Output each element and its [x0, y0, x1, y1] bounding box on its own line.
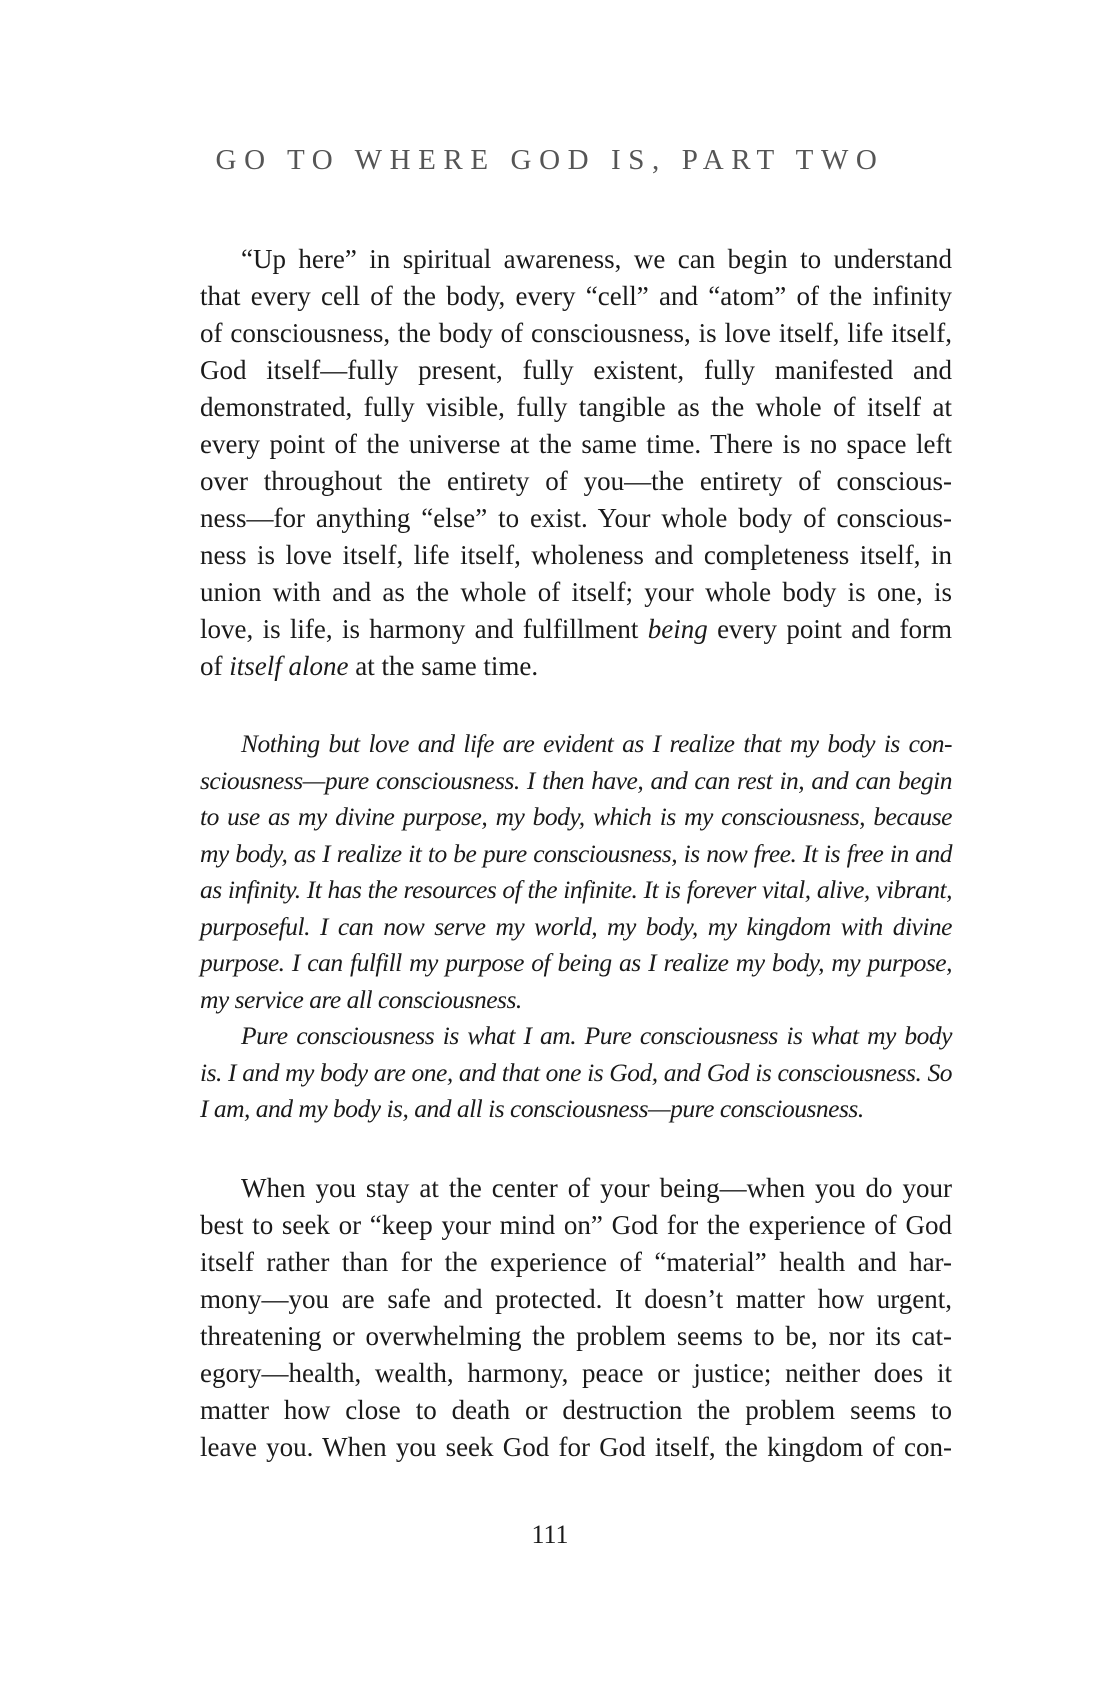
text-line: threatening or overwhelming the problem seems to be, nor its cat- — [200, 1321, 952, 1351]
prayer-line: my body, as I realize it to be pure consciousness, is now free. It is free in and — [200, 838, 952, 868]
text-line — [200, 648, 952, 685]
text-line: ness—for anything “else” to exist. Your whole body of conscious- — [200, 503, 952, 533]
text-line: When you stay at the center of your being—when you do your — [241, 1173, 952, 1203]
prayer-line: is. I and my body are one, and that one is God, and God is consciousness. So — [200, 1057, 952, 1087]
prayer-line: to use as my divine purpose, my body, which is my consciousness, because — [200, 802, 952, 831]
prayer-line: purposeful. I can now serve my world, my body, my kingdom with divine — [200, 911, 952, 941]
text-line: ness is love itself, life itself, wholeness and completeness itself, in — [200, 540, 952, 570]
prayer-line: Nothing but love and life are evident as I realize that my body is con- — [241, 729, 952, 758]
text-line: God itself—fully present, fully existent, fully manifested and — [200, 355, 952, 385]
emphasis: itself alone — [229, 651, 349, 681]
text-run: at the same time. — [348, 651, 539, 681]
text-run: every point and form — [707, 614, 952, 644]
prayer-line: my service are all consciousness. — [200, 984, 522, 1014]
emphasis: being — [647, 614, 708, 644]
text-line: over throughout the entirety of you—the entirety of conscious- — [200, 466, 952, 496]
text-line: every point of the universe at the same time. There is no space left — [200, 429, 952, 459]
prayer-line: I am, and my body is, and all is consciousness—pure consciousness. — [200, 1094, 864, 1123]
text-run: of — [200, 651, 230, 681]
prayer-line: Pure consciousness is what I am. Pure consciousness is what my body — [241, 1021, 952, 1050]
text-line: demonstrated, fully visible, fully tangible as the whole of itself at — [200, 392, 952, 422]
text-line — [200, 611, 952, 648]
text-line: mony—you are safe and protected. It doesn’t matter how urgent, — [200, 1284, 952, 1314]
text-line: “Up here” in spiritual awareness, we can begin to understand — [241, 244, 952, 274]
paragraph-1 — [200, 241, 952, 685]
text-line: best to seek or “keep your mind on” God for the experience of God — [200, 1210, 952, 1240]
text-line: that every cell of the body, every “cell” and “atom” of the infinity — [200, 281, 952, 311]
paragraph-2 — [200, 1170, 952, 1466]
text-line: union with and as the whole of itself; your whole body is one, is — [200, 577, 952, 607]
prayer-line: sciousness—pure consciousness. I then have, and can rest in, and can begin — [200, 765, 952, 795]
text-line: egory—health, wealth, harmony, peace or justice; neither does it — [200, 1358, 952, 1388]
running-head: GO TO WHERE GOD IS, PART TWO — [215, 144, 885, 176]
prayer-line: purpose. I can fulfill my purpose of being as I realize my body, my purpose, — [200, 948, 952, 977]
text-line: itself rather than for the experience of “material” health and har- — [200, 1247, 952, 1277]
text-run: love, is life, is harmony and fulfillment — [200, 614, 648, 644]
prayer-line: as infinity. It has the resources of the infinite. It is forever vital, alive, vibrant, — [200, 875, 952, 904]
page-number: 111 — [531, 1520, 569, 1549]
text-line: matter how close to death or destruction the problem seems to — [200, 1395, 952, 1425]
text-line: leave you. When you seek God for God itself, the kingdom of con- — [200, 1432, 952, 1462]
text-line: of consciousness, the body of consciousness, is love itself, life itself, — [200, 318, 952, 348]
prayer-block — [200, 726, 952, 1128]
